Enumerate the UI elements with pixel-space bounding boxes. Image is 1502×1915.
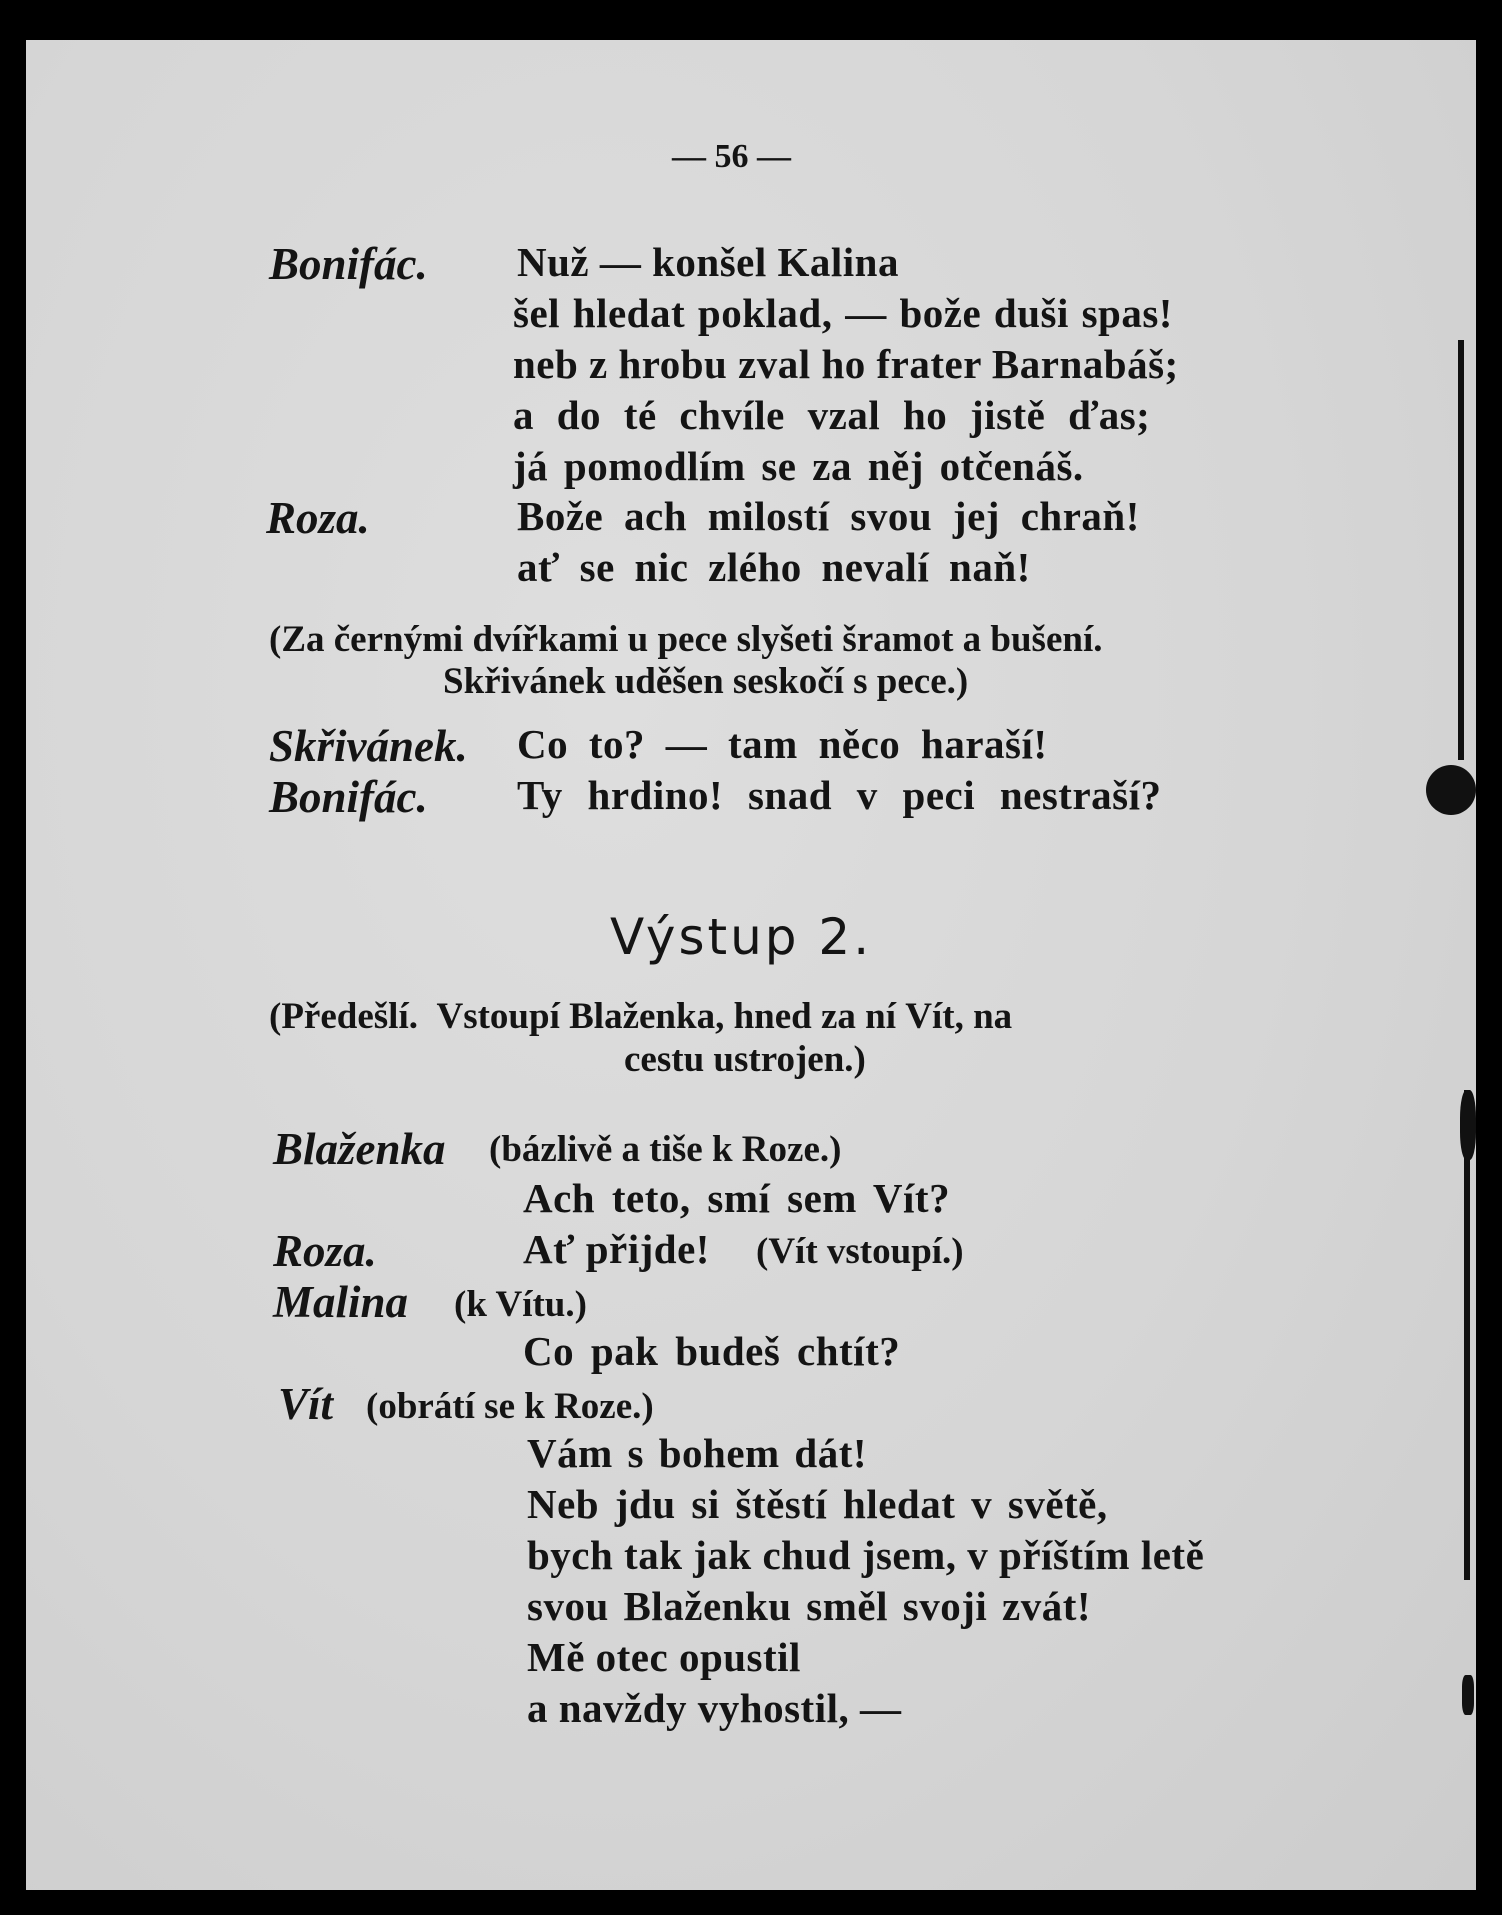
verse-line: Nuž — konšel Kalina (517, 239, 899, 285)
verse-line: Mě otec opustil (527, 1634, 801, 1680)
speaker-aside: (Vít vstoupí.) (756, 1231, 964, 1272)
speaker-blazenka: Blaženka (273, 1124, 446, 1174)
ink-blot (1460, 1090, 1476, 1160)
speaker-bonifac: Bonifác. (269, 239, 428, 289)
speaker-aside: (k Vítu.) (454, 1284, 587, 1325)
verse-line: neb z hrobu zval ho frater Barnabáš; (513, 341, 1179, 387)
direction-name: Blaženka, (569, 996, 725, 1037)
verse-line: Ty hrdino! snad v peci nestraší? (517, 772, 1162, 818)
verse-line: Bože ach milostí svou jej chraň! (517, 493, 1140, 539)
verse-line: a do té chvíle vzal ho jistě ďas; (513, 392, 1151, 438)
verse-line: a navždy vyhostil, — (527, 1685, 902, 1731)
ink-blot (1462, 1675, 1474, 1715)
direction-part: (Předešlí. (269, 996, 418, 1037)
verse-line: já pomodlím se za něj otčenáš. (513, 443, 1084, 489)
direction-part: Vstoupí (436, 996, 570, 1037)
speaker-roza: Roza. (273, 1226, 377, 1276)
verse-line: Co to? — tam něco haraší! (517, 721, 1048, 767)
verse-line: Neb jdu si štěstí hledat v světě, (527, 1481, 1108, 1527)
verse-line: Ať přijde! (523, 1226, 710, 1272)
speaker-bonifac: Bonifác. (269, 772, 428, 822)
verse-line: ať se nic zlého nevalí naň! (517, 544, 1031, 590)
direction-name: Vít, (905, 996, 964, 1037)
verse-line: bych tak jak chud jsem, v příštím letě (527, 1532, 1205, 1578)
book-page (26, 40, 1476, 1890)
binding-edge-line (1464, 1090, 1470, 1580)
binding-edge-line (1458, 340, 1464, 760)
direction-part: hned za ní (724, 996, 906, 1037)
direction-part (418, 996, 437, 1037)
verse-line: svou Blaženku směl svoji zvát! (527, 1583, 1091, 1629)
direction-part: na (963, 996, 1013, 1037)
speaker-vit: Vít (278, 1379, 334, 1429)
verse-line: Ach teto, smí sem Vít? (523, 1175, 951, 1221)
stage-direction: (Za černými dvířkami u pece slyšeti šramot a bušení. (269, 619, 1103, 660)
ink-blot (1426, 765, 1476, 815)
scene-heading: Výstup 2. (610, 908, 873, 966)
stage-direction (269, 995, 1012, 1038)
speaker-skrivanek: Skřivánek. (269, 721, 468, 771)
verse-line: Vám s bohem dát! (527, 1430, 868, 1476)
speaker-roza: Roza. (266, 493, 370, 543)
speaker-malina: Malina (273, 1277, 409, 1327)
verse-line: šel hledat poklad, — bože duši spas! (513, 290, 1173, 336)
page-number: — 56 — (672, 138, 791, 175)
verse-line: Co pak budeš chtít? (523, 1328, 901, 1374)
stage-direction: cestu ustrojen.) (624, 1039, 866, 1080)
speaker-aside: (bázlivě a tiše k Roze.) (489, 1129, 842, 1170)
stage-direction: Skřivánek uděšen seskočí s pece.) (443, 661, 969, 702)
speaker-aside: (obrátí se k Roze.) (366, 1386, 654, 1427)
